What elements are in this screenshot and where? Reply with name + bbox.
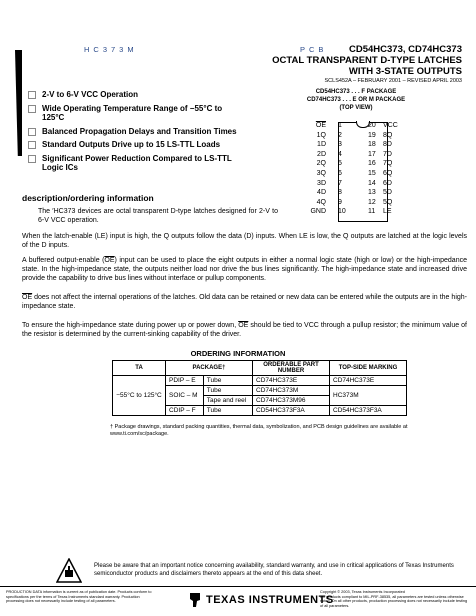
pin-row — [304, 122, 424, 132]
pin-number-right: 19 — [368, 131, 376, 139]
bullet-box-icon — [28, 105, 36, 113]
header-marking: TOP-SIDE MARKING — [330, 361, 407, 376]
feature-item: Balanced Propagation Delays and Transition Times — [28, 127, 238, 137]
pin-number-right: 11 — [368, 208, 376, 216]
table-row: CDIP – F Tube CD54HC373F3A CD54HC373F3A — [113, 406, 407, 416]
pin-number-left: 10 — [338, 208, 346, 216]
table-row: SOIC – M Tube CD74HC373M HC373M — [113, 386, 407, 396]
important-notice: Please be aware that an important notice concerning availability, standard warranty, and use in critical applications of Texas Instruments semiconductor products and disclaimers thereto appears at the end of this data sheet. — [94, 563, 454, 577]
pin-number-left: 6 — [338, 169, 342, 177]
pin-row — [304, 180, 424, 190]
pin-number-left: 4 — [338, 150, 342, 158]
pin-name-right: 8D — [383, 141, 392, 149]
pin-number-right: 14 — [368, 179, 376, 187]
pin-number-right: 13 — [368, 189, 376, 197]
pin-row — [304, 208, 424, 218]
bullet-box-icon — [28, 128, 36, 136]
pin-name-right: 5Q — [383, 198, 393, 206]
pin-name-right: LE — [383, 208, 392, 216]
pin-name-right: 6Q — [383, 169, 393, 177]
pin-name-left: 2D — [317, 150, 326, 158]
copyright-block: Copyright © 2003, Texas Instruments Incorporated On products compliant to MIL-PRF-38535, all parameters are tested unless otherwise noted. On all other products, production processing does not necessarily include testing of all parameters. — [320, 590, 468, 608]
pin-name-right: 6D — [383, 179, 392, 187]
production-data-note: PRODUCTION DATA information is current as of publication date. Products conform to specifications per the terms of Texas Instruments standard warranty. Production processing does not necessarily include testing of all parameters. — [6, 590, 152, 604]
paragraph-oe-effect: $\overline{OE}$ does not affect the internal operations of the latches. Old data can be retained or new data can be entered while the outputs are in the high-impedance state. — [22, 294, 467, 311]
header-package: PACKAGE† — [166, 361, 253, 376]
pin-number-left: 9 — [338, 198, 342, 206]
table-footnote: † Package drawings, standard packing quantities, thermal data, symbolization, and PCB design guidelines are available at www.ti.com/sc/package. — [110, 424, 408, 437]
pin-name-left: GND — [310, 208, 326, 216]
pin-number-left: 1 — [338, 122, 342, 129]
pin-number-left: 3 — [338, 141, 342, 149]
feature-item: Standard Outputs Drive up to 15 LS-TTL Loads — [28, 140, 238, 150]
pin-name-right: 7D — [383, 150, 392, 158]
pin-number-left: 8 — [338, 189, 342, 197]
pin-number-right: 20 — [368, 122, 376, 129]
footer-divider — [0, 586, 476, 587]
revision-line: SCLS452A – FEBRUARY 2001 – REVISED APRIL 2003 — [324, 78, 462, 84]
table-header-row — [113, 361, 407, 376]
pin-number-right: 16 — [368, 160, 376, 168]
pin-row — [304, 189, 424, 199]
pin-name-left: $\overline{OE}$ — [315, 122, 326, 129]
section-heading: description/ordering information — [22, 193, 154, 203]
pin-number-left: 5 — [338, 160, 342, 168]
ordering-table — [112, 360, 407, 416]
header-ta: TA — [113, 361, 166, 376]
bullet-box-icon — [28, 91, 36, 99]
pinout-diagram — [304, 122, 424, 218]
pin-number-right: 15 — [368, 169, 376, 177]
paragraph-le: When the latch-enable (LE) input is high, the Q outputs follow the data (D) inputs. When LE is low, the Q outputs are latched at the logic levels of the D inputs. — [22, 233, 467, 250]
pin-name-right: 8Q — [383, 131, 393, 139]
side-bar-decoration — [15, 50, 22, 156]
ordering-title: ORDERING INFORMATION — [190, 349, 286, 358]
pin-name-left: 4Q — [316, 198, 326, 206]
pin-name-left: 4D — [317, 189, 326, 197]
title-line1: CD54HC373, CD74HC373 — [349, 44, 462, 55]
pin-name-left: 2Q — [316, 160, 326, 168]
ta-cell: −55°C to 125°C — [113, 376, 166, 416]
bullet-box-icon — [28, 155, 36, 163]
feature-list — [28, 90, 238, 177]
paragraph-power: To ensure the high-impedance state during power up or power down, $\overline{OE}$ should be tied to VCC through a pullup resistor; the minimum value of the resistor is determined by the current-sinking capability of the driver. — [22, 322, 467, 339]
pin-name-right: 7Q — [383, 160, 393, 168]
pin-row — [304, 132, 424, 142]
paragraph-intro: The ′HC373 devices are octal transparent D-type latches designed for 2-V to 6-V VCC operation. — [38, 208, 278, 225]
ti-brand: TEXAS INSTRUMENTS — [206, 594, 334, 606]
bullet-box-icon — [28, 141, 36, 149]
pin-row — [304, 160, 424, 170]
pin-name-right: VCC — [383, 122, 398, 129]
pin-row — [304, 141, 424, 151]
pin-row — [304, 170, 424, 180]
texas-instruments-logo-icon — [188, 592, 202, 608]
header-part-number: ORDERABLE PART NUMBER — [253, 361, 330, 376]
pin-name-left: 1D — [317, 141, 326, 149]
table-row: −55°C to 125°C PDIP – E Tube CD74HC373E CD74HC373E — [113, 376, 407, 386]
pin-name-right: 5D — [383, 189, 392, 197]
pin-number-right: 17 — [368, 150, 376, 158]
package-title: CD54HC373 . . . F PACKAGE CD74HC373 . . . E OR M PACKAGE (TOP VIEW) — [306, 89, 406, 111]
pin-number-left: 7 — [338, 179, 342, 187]
table-row: Tape and reel CD74HC373M96 — [113, 396, 407, 406]
paragraph-oe: A buffered output-enable $(\overline{OE})$ input can be used to place the eight outputs in either a normal logic state (high or low) or the high-impedance state. In the high-impedance state, the outputs neither load nor drive the bus lines significantly. The high-impedance state and increased drive provide the capability to drive bus lines without interface or pullup components. — [22, 257, 467, 283]
pin-number-right: 12 — [368, 198, 376, 206]
pin-row — [304, 151, 424, 161]
title-line3: WITH 3-STATE OUTPUTS — [348, 66, 462, 77]
pin-name-left: 1Q — [316, 131, 326, 139]
feature-item: 2-V to 6-V VCC Operation — [28, 90, 238, 100]
pin-row — [304, 199, 424, 209]
pin-name-left: 3Q — [316, 169, 326, 177]
title-block — [212, 44, 462, 84]
part-tag: HC373M — [84, 45, 138, 54]
pin-number-right: 18 — [368, 141, 376, 149]
pin-number-left: 2 — [338, 131, 342, 139]
feature-item: Significant Power Reduction Compared to LS-TTL Logic ICs — [28, 154, 238, 173]
feature-item: Wide Operating Temperature Range of −55°C to 125°C — [28, 104, 238, 123]
warning-triangle-icon — [56, 558, 82, 584]
pcb-tag: PCB — [300, 45, 328, 54]
title-line2: OCTAL TRANSPARENT D-TYPE LATCHES — [272, 55, 462, 66]
pin-name-left: 3D — [317, 179, 326, 187]
ordering-table-wrap — [112, 360, 407, 416]
